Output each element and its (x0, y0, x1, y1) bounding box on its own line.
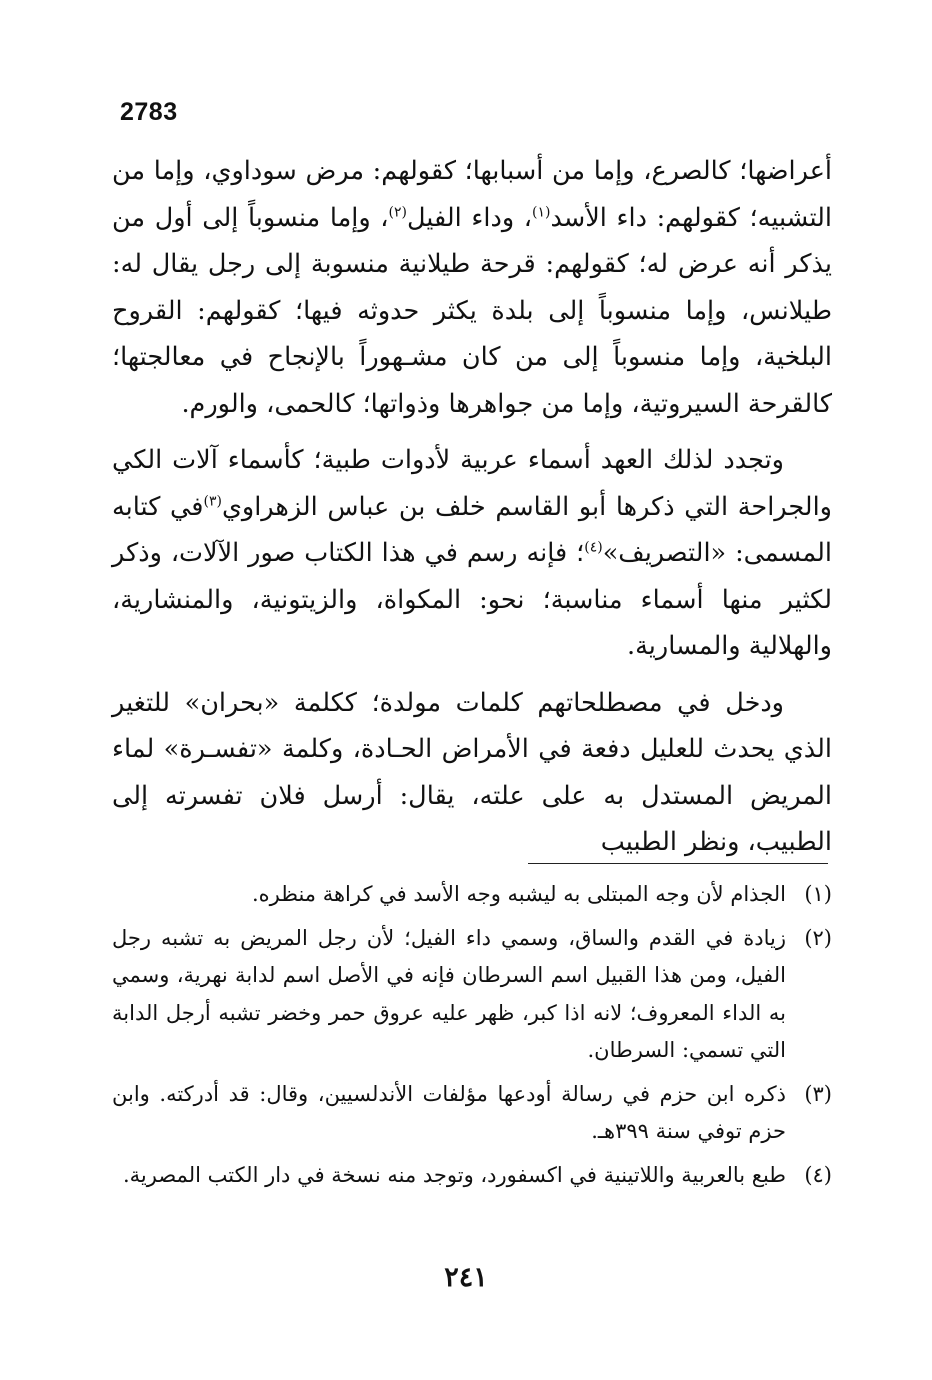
main-text (112, 148, 832, 876)
paragraph-3-text: ودخل في مصطلحاتهم كلمات مولدة؛ ككلمة «بحران» للتغير الذي يحدث للعليل دفعة في الأمراض الحـادة، وكلمة «تفسـرة» لماء المريض المستدل به على علته، يقال: أرسل فلان تفسرته إلى الطبيب، ونظر الطبيب (112, 687, 832, 857)
footnote-ref-4: (٤) (584, 539, 603, 556)
footnote-ref-3: (٣) (203, 493, 222, 509)
paragraph-1-part-a: أعراضها؛ كالصرع، وإما من أسبابها؛ كقولهم: مرض سوداوي، وإما من التشبيه؛ كقولهم: داء الأسد (112, 156, 833, 233)
footnote-text: زيادة في القدم والساق، وسمي داء الفيل؛ لأن رجل المريض به تشبه رجل الفيل، ومن هذا القبيل اسم السرطان فإنه في الأصل اسم لدابة نهرية، وسمي به الداء المعروف؛ لانه اذا كبر، ظهر عليه عروق حمر وخضر تشبه أرجل الدابة التي تسمي: السرطان. (112, 925, 786, 1062)
paragraph-2-part-c: ؛ فإنه رسم في هذا الكتاب صور الآلات، وذكر لكثير منها أسماء مناسبة؛ نحو: المكواة، والزيتونية، والمنشارية، والهلالية والمسارية. (112, 538, 832, 661)
footnotes (112, 876, 832, 1200)
paragraph-2-part-b: في كتابه المسمى: «التصريف» (112, 491, 833, 568)
footnote-ref-1: (١) (532, 204, 551, 220)
footnote-divider (528, 863, 828, 864)
footnote-3 (112, 1076, 832, 1151)
paragraph-1-part-b: ، وداء الفيل (407, 202, 533, 233)
paragraph-3 (112, 680, 832, 866)
footnote-number: (١) (804, 882, 832, 906)
footnote-text: الجذام لأن وجه المبتلى به ليشبه وجه الأسد في كراهة منظره. (251, 882, 786, 906)
page-number: ٢٤١ (444, 1262, 488, 1293)
footnote-number: (٤) (804, 1162, 832, 1187)
footnote-text: طبع بالعربية واللاتينية في اكسفورد، وتوجد منه نسخة في دار الكتب المصرية. (122, 1162, 786, 1187)
footnote-4 (112, 1157, 832, 1195)
footnote-ref-2: (٢) (388, 204, 407, 220)
paragraph-2 (112, 437, 832, 670)
manuscript-number: 2783 (120, 98, 178, 126)
paragraph-1-part-c: ، وإما منسوباً إلى أول من يذكر أنه عرض له؛ كقولهم: قرحة طيلانية منسوبة إلى رجل يقال له: طيلانس، وإما منسوباً إلى بلدة يكثر حدوثه فيها؛ كقولهم: القروح البلخية، وإما منسوباً إلى من كان مشـهوراً بالإنجاح في معالجتها؛ كالقرحة السيروتية، وإما من جواهرها وذواتها؛ كالحمى، والورم. (112, 202, 832, 419)
footnote-2 (112, 920, 832, 1070)
footnote-number: (٢) (804, 925, 832, 950)
paragraph-1 (112, 148, 832, 427)
paragraph-2-part-a: وتجدد لذلك العهد أسماء عربية لأدوات طبية؛ كأسماء آلات الكي والجراحة التي ذكرها أبو القاسم خلف بن عباس الزهراوي (112, 445, 832, 522)
footnote-number: (٣) (804, 1081, 832, 1106)
footnote-1 (112, 876, 832, 914)
footnote-text: ذكره ابن حزم في رسالة أودعها مؤلفات الأندلسيين، وقال: قد أدركته. وابن حزم توفي سنة ٣٩٩هـ. (112, 1081, 786, 1143)
